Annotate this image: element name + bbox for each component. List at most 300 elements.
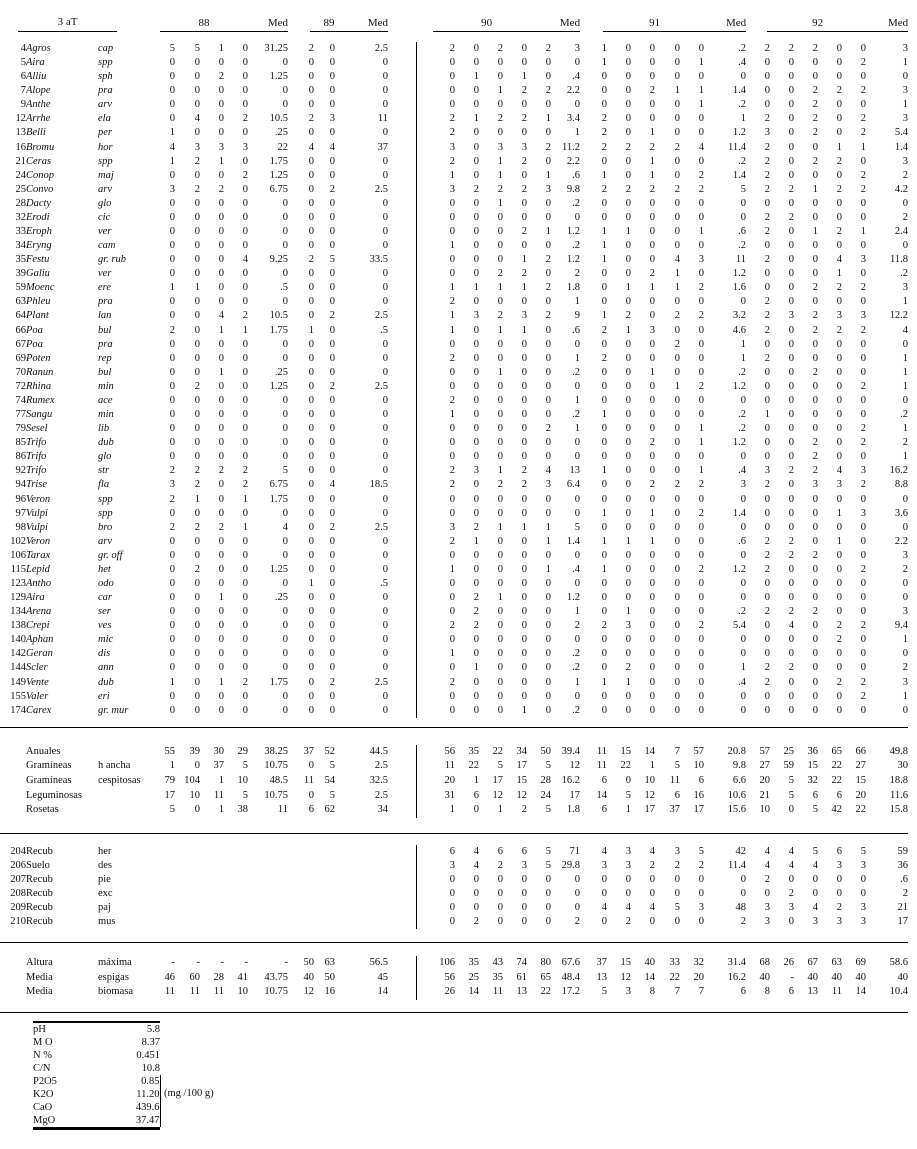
value-cell: 0 — [574, 690, 580, 702]
value-cell: 11 — [444, 760, 455, 772]
value-cell: 1.2 — [566, 254, 580, 266]
value-cell: 32 — [693, 957, 704, 969]
column-divider — [388, 956, 416, 971]
year-label-90: 90 — [481, 17, 493, 29]
value-cell: 3 — [574, 43, 580, 54]
value-cell: 4 — [836, 465, 842, 477]
value-cell: 0 — [242, 648, 248, 660]
value-cell: 0 — [860, 43, 866, 54]
value-cell: 0 — [449, 577, 455, 589]
value-cell: 0 — [625, 437, 631, 449]
row-id: 34 — [15, 240, 26, 252]
value-cell: 0 — [788, 240, 794, 252]
label-1: Bromu — [26, 141, 55, 153]
value-cell — [314, 845, 335, 859]
value-cell: 0 — [473, 676, 479, 688]
value-cell: 3.2 — [732, 310, 746, 322]
label-2: bul — [98, 324, 112, 336]
row-id: 123 — [10, 577, 26, 589]
value-cell: 2 — [740, 916, 746, 928]
value-cell: 6 — [836, 845, 842, 857]
value-cell: 0 — [860, 493, 866, 505]
value-cell: 5 — [545, 859, 551, 871]
value-cell: 0 — [649, 690, 655, 702]
value-cell: 0 — [740, 521, 746, 533]
year-group-89 — [288, 6, 388, 32]
value-cell: 22 — [669, 971, 680, 983]
value-cell: 0 — [497, 57, 503, 69]
value-cell: 11 — [596, 745, 607, 757]
value-cell: 0 — [601, 634, 607, 646]
value-cell: 0 — [218, 451, 224, 463]
value-cell: 0 — [308, 155, 314, 167]
label-2: exc — [98, 888, 113, 899]
value-cell: 6 — [674, 789, 680, 801]
value-cell: 0 — [382, 127, 388, 139]
value-cell: 0 — [282, 394, 288, 406]
year-group-92 — [746, 6, 908, 32]
value-cell: 0 — [218, 296, 224, 308]
value-cell: 0 — [308, 85, 314, 97]
value-cell: 0 — [329, 549, 335, 561]
value-cell: 0 — [282, 662, 288, 674]
year-label-91: 91 — [649, 17, 661, 29]
value-cell: 0 — [329, 71, 335, 83]
value-cell: 2 — [473, 606, 479, 618]
value-cell: 0 — [601, 577, 607, 589]
value-cell: 2 — [329, 380, 335, 392]
value-cell: 1 — [764, 409, 770, 421]
value-cell: 0 — [382, 211, 388, 223]
column-divider — [388, 859, 416, 873]
value-cell: 0 — [449, 606, 455, 618]
label-1: Erodi — [26, 211, 50, 223]
label-2: ver — [98, 268, 112, 280]
value-cell: 1.25 — [269, 380, 288, 392]
value-cell: 0 — [473, 99, 479, 111]
value-cell: 2 — [473, 183, 479, 195]
value-cell: 10.5 — [269, 113, 288, 125]
row-id: 207 — [10, 873, 26, 885]
value-cell: 50 — [540, 745, 551, 757]
value-cell: 6 — [601, 804, 607, 816]
value-cell: 30 — [213, 745, 224, 757]
value-cell: 0 — [601, 99, 607, 111]
value-cell — [335, 887, 388, 901]
label-1: Arena — [26, 606, 52, 618]
value-cell: 13 — [569, 465, 580, 477]
value-cell: 0 — [382, 535, 388, 547]
value-cell: 0 — [218, 226, 224, 238]
value-cell: 0 — [860, 634, 866, 646]
label-2: pra — [98, 296, 113, 308]
value-cell: 0 — [545, 409, 551, 421]
value-cell: 0 — [545, 380, 551, 392]
value-cell: 0 — [860, 366, 866, 378]
value-cell: 1 — [497, 197, 503, 209]
value-cell: 2 — [674, 479, 680, 491]
value-cell — [314, 887, 335, 901]
label-2: dub — [98, 437, 114, 449]
value-cell: 0 — [836, 71, 842, 83]
value-cell — [288, 915, 314, 929]
value-cell: 0 — [473, 254, 479, 266]
value-cell: 0 — [860, 606, 866, 618]
value-cell: 0 — [497, 380, 503, 392]
value-cell: 0 — [308, 676, 314, 688]
value-cell: 37 — [596, 957, 607, 969]
value-cell: 0 — [788, 690, 794, 702]
label-1: Leguminosas — [26, 789, 82, 801]
value-cell: 0 — [497, 507, 503, 519]
value-cell: 0 — [674, 197, 680, 209]
value-cell: 4 — [625, 902, 631, 914]
soil-row — [33, 1036, 160, 1049]
value-cell: 0 — [649, 916, 655, 928]
value-cell: 0 — [329, 155, 335, 167]
value-cell: 1.2 — [566, 226, 580, 238]
value-cell: 2 — [764, 352, 770, 364]
value-cell: 2 — [473, 521, 479, 533]
value-cell: 1 — [308, 324, 314, 336]
value-cell — [224, 915, 248, 929]
value-cell: 0 — [473, 634, 479, 646]
value-cell: 0 — [194, 226, 200, 238]
value-cell: 1.4 — [732, 169, 746, 181]
value-cell: 36 — [897, 859, 908, 871]
value-cell: 1 — [860, 226, 866, 238]
value-cell: 61 — [516, 971, 527, 983]
column-divider — [388, 84, 416, 98]
value-cell — [175, 887, 200, 901]
value-cell: 0 — [497, 690, 503, 702]
value-cell: 21 — [897, 902, 908, 914]
row-id: 16 — [15, 141, 26, 153]
value-cell: 0 — [282, 57, 288, 69]
value-cell: 4 — [812, 859, 818, 871]
column-divider — [388, 789, 416, 804]
value-cell: 0 — [242, 43, 248, 54]
value-cell: 40 — [759, 971, 770, 983]
value-cell: 48 — [735, 902, 746, 914]
value-cell: 0 — [764, 85, 770, 97]
value-cell: 0 — [812, 662, 818, 674]
label-2: car — [98, 592, 112, 604]
value-cell: 0 — [788, 226, 794, 238]
label-1: Eroph — [26, 226, 52, 238]
value-cell: 0 — [282, 226, 288, 238]
value-cell: 2 — [902, 662, 908, 674]
value-cell: 0 — [329, 690, 335, 702]
value-cell: 0 — [601, 197, 607, 209]
value-cell: 0 — [574, 888, 580, 899]
value-cell: 0 — [574, 493, 580, 505]
value-cell: 0 — [649, 409, 655, 421]
value-cell: 2 — [674, 183, 680, 195]
value-cell: 0 — [449, 662, 455, 674]
table-row — [0, 324, 908, 338]
value-cell: 2 — [625, 183, 631, 195]
value-cell: 0 — [473, 394, 479, 406]
value-cell: 0 — [521, 394, 527, 406]
value-cell: 2.5 — [374, 310, 388, 322]
value-cell: 2 — [674, 310, 680, 322]
value-cell: 0 — [698, 268, 704, 280]
value-cell: 2 — [242, 310, 248, 322]
value-cell: .5 — [380, 577, 388, 589]
value-cell: 14 — [468, 986, 479, 998]
value-cell: 0 — [218, 380, 224, 392]
value-cell: 0 — [329, 43, 335, 54]
value-cell: 2 — [169, 521, 175, 533]
value-cell: 0 — [329, 366, 335, 378]
value-cell: 0 — [169, 71, 175, 83]
value-cell: 0 — [282, 437, 288, 449]
value-cell: 0 — [242, 85, 248, 97]
value-cell: 0 — [545, 916, 551, 928]
value-cell: 0 — [329, 352, 335, 364]
value-cell: 3 — [329, 113, 335, 125]
value-cell: 0 — [625, 888, 631, 899]
value-cell: 0 — [698, 634, 704, 646]
value-cell: 1 — [218, 366, 224, 378]
value-cell: 0 — [282, 352, 288, 364]
value-cell: 3 — [902, 549, 908, 561]
table-row — [0, 845, 908, 859]
value-cell: 0 — [169, 409, 175, 421]
row-id: 209 — [10, 902, 26, 914]
value-cell: 0 — [473, 479, 479, 491]
value-cell: 0 — [194, 423, 200, 435]
value-cell: 0 — [698, 493, 704, 505]
value-cell: 0 — [497, 99, 503, 111]
value-cell — [314, 901, 335, 915]
value-cell: 0 — [860, 211, 866, 223]
value-cell: 0 — [169, 57, 175, 69]
value-cell: 3 — [836, 479, 842, 491]
value-cell: 0 — [674, 99, 680, 111]
value-cell: 0 — [764, 394, 770, 406]
value-cell: 2 — [218, 71, 224, 83]
value-cell: 0 — [282, 704, 288, 716]
value-cell: 0 — [836, 197, 842, 209]
value-cell: 0 — [764, 507, 770, 519]
value-cell: 2 — [449, 113, 455, 125]
label-2: mic — [98, 634, 114, 646]
value-cell: 2 — [574, 916, 580, 928]
value-cell: .6 — [572, 169, 580, 181]
table-row — [0, 985, 908, 1000]
value-cell: 1 — [601, 43, 607, 54]
value-cell: 0 — [329, 620, 335, 632]
value-cell: 0 — [574, 380, 580, 392]
value-cell: 1 — [625, 535, 631, 547]
value-cell: 5 — [574, 521, 580, 533]
label-1: Ranun — [26, 366, 54, 378]
value-cell: 1 — [473, 282, 479, 294]
value-cell: 0 — [282, 85, 288, 97]
value-cell: 0 — [649, 423, 655, 435]
value-cell: 0 — [625, 169, 631, 181]
year-group-90 — [416, 6, 580, 32]
row-id — [0, 803, 26, 818]
row-id — [0, 956, 26, 971]
row-id: 102 — [10, 535, 26, 547]
value-cell: 0 — [601, 394, 607, 406]
value-cell: 6 — [788, 986, 794, 998]
value-cell: 1 — [545, 521, 551, 533]
value-cell: 0 — [497, 577, 503, 589]
value-cell: 0 — [473, 352, 479, 364]
value-cell: 0 — [788, 676, 794, 688]
label-2: spp — [98, 493, 113, 505]
label-2: bro — [98, 521, 113, 533]
value-cell: 2 — [812, 451, 818, 463]
value-cell: 0 — [545, 507, 551, 519]
value-cell: 2 — [194, 155, 200, 167]
value-cell: 22 — [468, 760, 479, 772]
value-cell: 2 — [812, 465, 818, 477]
value-cell: 1 — [902, 296, 908, 308]
value-cell: 0 — [521, 366, 527, 378]
value-cell: 10 — [237, 774, 248, 786]
value-cell: 0 — [625, 338, 631, 350]
value-cell: 0 — [308, 127, 314, 139]
value-cell: 0 — [788, 352, 794, 364]
value-cell: 2 — [860, 423, 866, 435]
value-cell: 0 — [473, 57, 479, 69]
value-cell: 0 — [902, 592, 908, 604]
value-cell: 0 — [308, 493, 314, 505]
value-cell: 2 — [449, 620, 455, 632]
value-cell: 1 — [497, 592, 503, 604]
row-id: 4 — [20, 43, 26, 54]
column-divider — [388, 183, 416, 197]
value-cell: 0 — [242, 592, 248, 604]
label-1: Poa — [26, 338, 43, 350]
value-cell: 4 — [649, 902, 655, 914]
value-cell: 1.8 — [566, 804, 580, 816]
value-cell — [200, 887, 224, 901]
value-cell: 0 — [521, 606, 527, 618]
value-cell: 2 — [449, 43, 455, 54]
value-cell: 0 — [860, 577, 866, 589]
value-cell: 0 — [545, 648, 551, 660]
value-cell: 2 — [497, 859, 503, 871]
value-cell: 3 — [698, 902, 704, 914]
value-cell: 0 — [788, 577, 794, 589]
value-cell: 0 — [601, 648, 607, 660]
value-cell: 0 — [545, 296, 551, 308]
value-cell: 0 — [764, 338, 770, 350]
value-cell: 0 — [788, 71, 794, 83]
label-1: Festu — [26, 254, 50, 266]
value-cell: 0 — [601, 704, 607, 716]
value-cell: 0 — [698, 366, 704, 378]
soil-label: MgO — [33, 1115, 56, 1127]
label-1: Valer — [26, 690, 49, 702]
value-cell: 0 — [382, 507, 388, 519]
value-cell: 0 — [382, 99, 388, 111]
value-cell: 0 — [308, 394, 314, 406]
value-cell: 2 — [625, 310, 631, 322]
value-cell: 3 — [449, 859, 455, 871]
value-cell: 0 — [242, 423, 248, 435]
value-cell: 6.6 — [732, 774, 746, 786]
label-2 — [98, 745, 148, 760]
value-cell: 0 — [449, 704, 455, 716]
value-cell: 3 — [194, 141, 200, 153]
soil-row — [33, 1101, 160, 1114]
value-cell: 0 — [764, 592, 770, 604]
value-cell: 0 — [764, 57, 770, 69]
label-1: Aira — [26, 592, 45, 604]
value-cell: 55 — [164, 745, 175, 757]
value-cell: 1 — [449, 648, 455, 660]
value-cell: 0 — [497, 493, 503, 505]
value-cell: 0 — [764, 197, 770, 209]
value-cell: 2 — [698, 859, 704, 871]
value-cell: 0 — [497, 873, 503, 885]
value-cell: 0 — [218, 704, 224, 716]
value-cell: 2 — [764, 310, 770, 322]
value-cell: .6 — [738, 226, 746, 238]
value-cell: 0 — [521, 676, 527, 688]
column-divider — [388, 661, 416, 675]
value-cell: 11.6 — [890, 789, 908, 801]
value-cell: 2 — [764, 296, 770, 308]
value-cell: 1 — [601, 563, 607, 575]
value-cell: 37 — [669, 804, 680, 816]
value-cell: 0 — [329, 394, 335, 406]
value-cell: 2 — [329, 310, 335, 322]
value-cell: 3 — [521, 859, 527, 871]
value-cell: 0 — [674, 169, 680, 181]
value-cell — [200, 901, 224, 915]
value-cell: 44.5 — [369, 745, 388, 757]
value-cell: 2 — [764, 141, 770, 153]
value-cell: 1 — [574, 127, 580, 139]
value-cell: 0 — [812, 57, 818, 69]
value-cell: 0 — [218, 409, 224, 421]
value-cell: 0 — [674, 549, 680, 561]
column-divider — [388, 211, 416, 225]
value-cell: 0 — [497, 535, 503, 547]
value-cell: 0 — [194, 606, 200, 618]
value-cell: 10.75 — [264, 986, 288, 998]
value-cell: 0 — [242, 620, 248, 632]
value-cell: 1 — [649, 507, 655, 519]
value-cell: 0 — [625, 57, 631, 69]
value-cell: 56 — [444, 971, 455, 983]
value-cell: 1 — [836, 268, 842, 280]
value-cell: 31 — [444, 789, 455, 801]
label-1: Ceras — [26, 155, 52, 167]
value-cell: 2 — [521, 155, 527, 167]
value-cell: 17 — [644, 804, 655, 816]
value-cell: 10.75 — [264, 760, 288, 772]
value-cell: 5 — [329, 789, 335, 801]
value-cell: 0 — [836, 380, 842, 392]
table-row — [0, 464, 908, 478]
value-cell: 0 — [449, 690, 455, 702]
value-cell: 0 — [329, 169, 335, 181]
value-cell: 0 — [194, 366, 200, 378]
value-cell: 0 — [329, 423, 335, 435]
value-cell: 14 — [644, 971, 655, 983]
value-cell: 40 — [831, 971, 842, 983]
value-cell: 2 — [169, 324, 175, 336]
